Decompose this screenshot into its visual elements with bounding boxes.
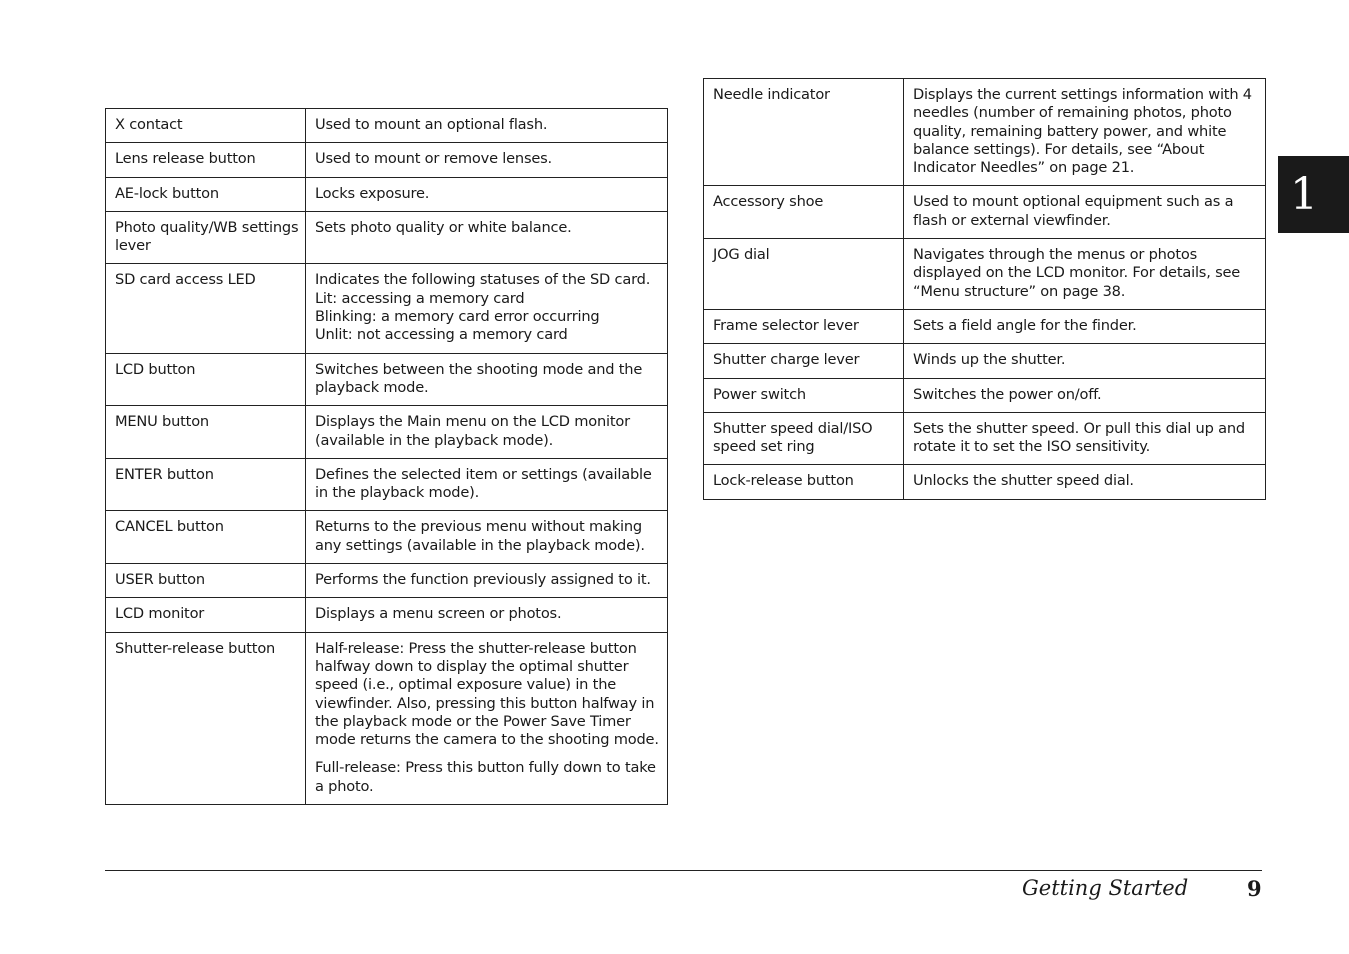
footer-divider [105,870,1262,871]
component-description [306,109,668,143]
table-row [106,353,668,406]
component-name: Shutter charge lever [704,344,904,378]
component-name: Accessory shoe [704,186,904,239]
table-row [106,211,668,264]
table-row [704,378,1266,412]
component-description [306,353,668,406]
right-spec-table [703,78,1266,500]
description-paragraph: Half-release: Press the shutter-release button halfway down to display the optimal shutter speed (i.e., optimal exposure value) in the viewfinder. Also, pressing this button halfway in the playback mode or the Power Save Timer mode returns the camera to the shooting mode. [315,639,659,749]
component-description [904,412,1266,465]
component-name: Photo quality/WB settings lever [106,211,306,264]
table-row [106,143,668,177]
description-paragraph: Full-release: Press this button fully down to take a photo. [315,759,656,795]
component-description [904,239,1266,310]
component-name: LCD monitor [106,598,306,632]
description-line: Sets photo quality or white balance. [315,218,572,236]
table-row [704,465,1266,499]
component-name: MENU button [106,406,306,459]
chapter-tab: 1 [1278,156,1349,233]
component-name: ENTER button [106,458,306,511]
component-name: Power switch [704,378,904,412]
footer-section-title: Getting Started [1022,876,1189,900]
table-row [106,177,668,211]
component-description [306,598,668,632]
component-name: Shutter speed dial/ISO speed set ring [704,412,904,465]
description-line: Used to mount an optional flash. [315,116,548,133]
component-name: Frame selector lever [704,309,904,343]
component-name: Needle indicator [704,79,904,186]
table-row [704,412,1266,465]
table-row [106,264,668,353]
right-table-body [704,79,1266,500]
description-line: Switches the power on/off. [913,385,1102,403]
table-row [704,344,1266,378]
description-line: Lit: accessing a memory card [315,289,525,307]
description-line: Performs the function previously assigned to it. [315,571,651,589]
component-name: LCD button [106,353,306,406]
table-row [704,79,1266,186]
description-line: Displays the current settings information with 4 needles (number of remaining photos, photo quality, remaining battery power, and white balance settings). For details, see “About Indicator Needles” on page 21. [913,86,1252,177]
description-line: Winds up the shutter. [913,351,1066,369]
left-spec-table [105,108,668,805]
component-name: X contact [106,109,306,143]
description-line: Indicates the following statuses of the SD card. [315,271,651,289]
description-line: Sets a field angle for the finder. [913,316,1137,334]
component-description [306,264,668,353]
description-line: Sets the shutter speed. Or pull this dial up and rotate it to set the ISO sensitivity. [913,419,1245,456]
footer-page-number: 9 [1247,876,1262,901]
table-row [106,564,668,598]
component-name: AE-lock button [106,177,306,211]
component-description [904,344,1266,378]
component-description [306,564,668,598]
description-line: Blinking: a memory card error occurring [315,308,600,326]
component-description [306,511,668,564]
component-description [904,309,1266,343]
description-line: Defines the selected item or settings (available in the playback mode). [315,465,652,502]
component-name: JOG dial [704,239,904,310]
component-description [904,378,1266,412]
description-line: Unlit: not accessing a memory card [315,326,568,344]
component-name: Lock-release button [704,465,904,499]
component-name: CANCEL button [106,511,306,564]
component-description [904,465,1266,499]
component-name: USER button [106,564,306,598]
description-line: Displays a menu screen or photos. [315,605,562,623]
table-row [106,406,668,459]
table-row [106,109,668,143]
component-name: Shutter-release button [106,632,306,804]
description-line: Used to mount optional equipment such as a flash or external viewfinder. [913,193,1234,229]
description-line: Used to mount or remove lenses. [315,150,552,168]
table-row [106,511,668,564]
table-row [106,458,668,511]
component-description [306,632,668,804]
table-row [704,186,1266,239]
description-line: Locks exposure. [315,184,430,202]
component-description [904,186,1266,239]
component-description [306,211,668,264]
left-table-body [106,109,668,805]
component-name: SD card access LED [106,264,306,353]
description-line: Displays the Main menu on the LCD monitor (available in the playback mode). [315,413,630,449]
description-line: Navigates through the menus or photos displayed on the LCD monitor. For details, see “Menu structure” on page 38. [913,246,1241,300]
table-row [704,239,1266,310]
component-description [306,406,668,459]
description-line: Unlocks the shutter speed dial. [913,472,1134,490]
component-description [306,177,668,211]
component-description [306,143,668,177]
table-row [704,309,1266,343]
table-row [106,632,668,804]
table-row [106,598,668,632]
description-line: Switches between the shooting mode and the playback mode. [315,360,643,396]
component-name: Lens release button [106,143,306,177]
description-line: Returns to the previous menu without making any settings (available in the playback mode). [315,518,645,554]
component-description [306,458,668,511]
component-description [904,79,1266,186]
